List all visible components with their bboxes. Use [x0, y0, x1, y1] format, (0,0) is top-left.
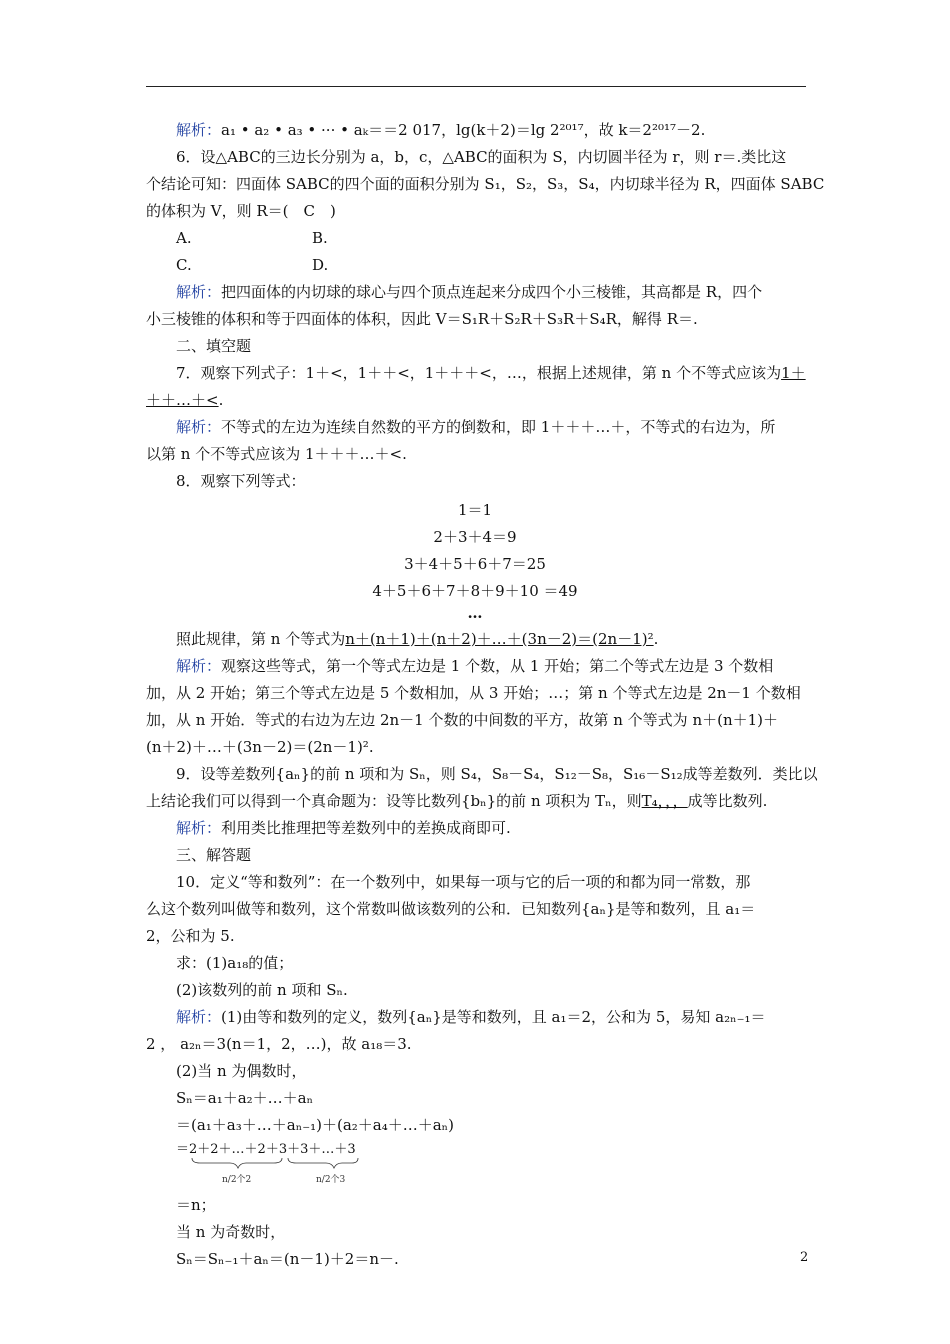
question-6-line-1: 6．设△ABC的三边长分别为 a，b，c，△ABC的面积为 S，内切圆半径为 r，则 r＝.类比这	[176, 148, 787, 166]
solution-10-line-1: 解析：(1)由等和数列的定义，数列{aₙ}是等和数列，且 a₁＝2，公和为 5，易知 a₂ₙ₋₁＝	[176, 1008, 766, 1026]
solution-label: 解析：	[176, 1008, 222, 1026]
question-7-line-2: ＋＋…＋<.	[146, 391, 224, 409]
solution-9: 解析：利用类比推理把等差数列中的差换成商即可.	[176, 819, 511, 837]
answer-blank: 1＋	[781, 364, 806, 382]
solution-10-line-5: ＝(a₁＋a₃＋…＋aₙ₋₁)＋(a₂＋a₄＋…＋aₙ)	[176, 1116, 455, 1134]
question-10-part-1: 求：(1)a₁₈的值；	[176, 954, 294, 972]
question-10-line-1: 10．定义“等和数列”：在一个数列中，如果每一项与它的后一项的和都为同一常数，那	[176, 873, 751, 891]
solution-line-5: 解析：a₁ • a₂ • a₃ • ··· • aₖ＝＝2 017，lg(k＋2)＝lg 2²⁰¹⁷，故 k＝2²⁰¹⁷－2.	[176, 121, 706, 139]
answer-blank: T₄，，，	[641, 792, 688, 810]
equation-4: 4＋5＋6＋7＋8＋9＋10 ＝49	[372, 582, 578, 600]
question-6-line-2: 个结论可知：四面体 SABC的四个面的面积分别为 S₁，S₂，S₃，S₄，内切球半径为 R，四面体 SABC	[146, 175, 825, 193]
solution-6-line-1: 解析：把四面体的内切球的球心与四个顶点连起来分成四个小三棱锥，其高都是 R，四个	[176, 283, 763, 301]
page-number: 2	[800, 1250, 809, 1265]
equation-ellipsis: …	[467, 604, 483, 622]
option-b: B.	[312, 229, 328, 247]
underbrace-2-label: n/2个3	[316, 1175, 346, 1185]
solution-label: 解析：	[176, 819, 222, 837]
option-c: C.	[176, 256, 192, 274]
solution-label: 解析：	[176, 121, 222, 139]
solution-10-line-7: ＝n；	[176, 1196, 216, 1214]
answer-blank: n＋(n＋1)＋(n＋2)＋…＋(3n－2)＝(2n－1)²	[345, 630, 654, 648]
solution-10-line-4: Sₙ＝a₁＋a₂＋…＋aₙ	[176, 1089, 314, 1107]
solution-8-line-1: 解析：观察这些等式，第一个等式左边是 1 个数，从 1 开始；第二个等式左边是 3 个数相	[176, 657, 774, 675]
question-10-part-2: (2)该数列的前 n 项和 Sₙ.	[176, 981, 348, 999]
equation-1: 1＝1	[457, 501, 493, 519]
question-9-line-2: 上结论我们可以得到一个真命题为：设等比数列{bₙ}的前 n 项积为 Tₙ，则T₄，，，成等比数列.	[146, 792, 768, 810]
section-fill-blank: 二、填空题	[176, 337, 252, 355]
option-a: A.	[176, 229, 192, 247]
header-rule	[146, 86, 806, 87]
solution-10-line-6: ＝2＋2＋…＋2＋3＋3＋…＋3	[176, 1142, 356, 1157]
question-10-line-3: 2，公和为 5.	[146, 927, 235, 945]
question-8-line-1: 8．观察下列等式：	[176, 472, 306, 490]
question-10-line-2: 么这个数列叫做等和数列，这个常数叫做该数列的公和．已知数列{aₙ}是等和数列，且 a₁＝	[146, 900, 756, 918]
solution-6-line-2: 小三棱锥的体积和等于四面体的体积，因此 V＝S₁R＋S₂R＋S₃R＋S₄R，解得 R＝.	[146, 310, 698, 328]
solution-8-line-4: (n＋2)＋…＋(3n－2)＝(2n－1)².	[146, 738, 374, 756]
answer-blank: ＋＋…＋<	[146, 391, 219, 409]
solution-10-line-3: (2)当 n 为偶数时，	[176, 1062, 307, 1080]
solution-7-line-1: 解析：不等式的左边为连续自然数的平方的倒数和，即 1＋＋＋…＋，不等式的右边为，所	[176, 418, 776, 436]
underbrace-1-label: n/2个2	[222, 1175, 252, 1185]
underbrace-1	[192, 1158, 282, 1168]
option-d: D.	[312, 256, 329, 274]
section-answer: 三、解答题	[176, 846, 252, 864]
solution-10-line-8: 当 n 为奇数时，	[176, 1223, 286, 1241]
question-7-line-1: 7．观察下列式子：1＋<，1＋＋<，1＋＋＋<，…，根据上述规律，第 n 个不等式应该为1＋	[176, 364, 806, 382]
equation-3: 3＋4＋5＋6＋7＝25	[404, 555, 546, 573]
underbrace-pair	[190, 1156, 370, 1170]
solution-10-line-9: Sₙ＝Sₙ₋₁＋aₙ＝(n－1)＋2＝n－.	[176, 1250, 399, 1268]
solution-7-line-2: 以第 n 个不等式应该为 1＋＋＋…＋<.	[146, 445, 407, 463]
solution-label: 解析：	[176, 657, 222, 675]
solution-8-line-2: 加，从 2 开始；第三个等式左边是 5 个数相加，从 3 开始；…；第 n 个等式左边是 2n－1 个数相	[146, 684, 801, 702]
equation-2: 2＋3＋4＝9	[433, 528, 517, 546]
solution-10-line-2: 2 ， a₂ₙ＝3(n＝1，2，…)，故 a₁₈＝3.	[146, 1035, 412, 1053]
underbrace-2	[288, 1158, 358, 1168]
question-8-answer: 照此规律，第 n 个等式为n＋(n＋1)＋(n＋2)＋…＋(3n－2)＝(2n－1)².	[176, 630, 659, 648]
solution-8-line-3: 加，从 n 开始．等式的右边为左边 2n－1 个数的中间数的平方，故第 n 个等式为 n＋(n＋1)＋	[146, 711, 779, 729]
question-9-line-1: 9．设等差数列{aₙ}的前 n 项和为 Sₙ，则 S₄，S₈－S₄，S₁₂－S₈，S₁₆－S₁₂成等差数列．类比以	[176, 765, 818, 783]
question-6-line-3: 的体积为 V，则 R＝( C )	[146, 202, 336, 220]
solution-label: 解析：	[176, 418, 222, 436]
solution-label: 解析：	[176, 283, 222, 301]
